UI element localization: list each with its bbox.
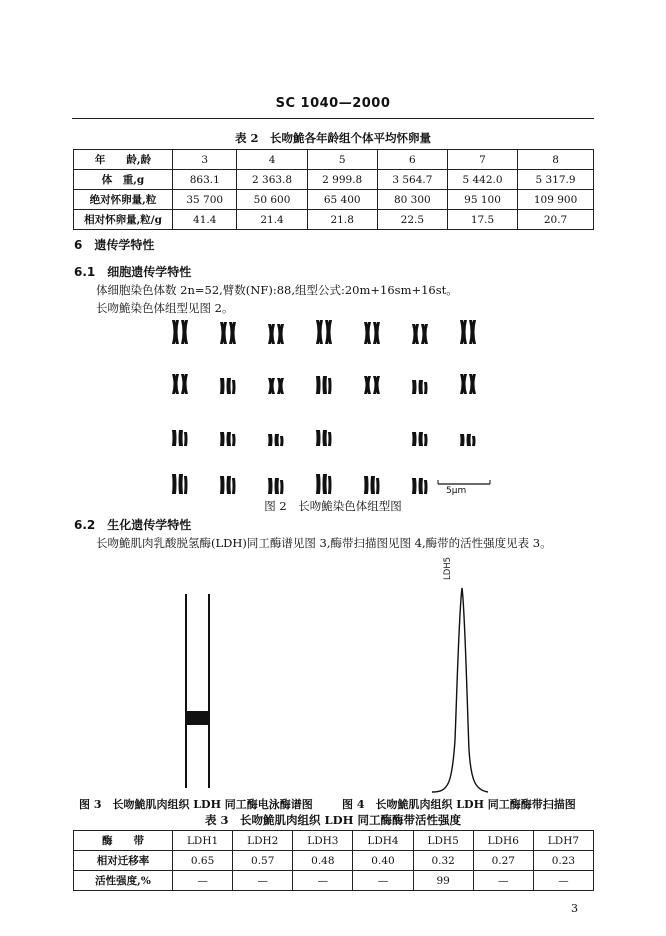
table3-header-row <box>74 831 594 851</box>
table3-row-label: 相对迁移率 <box>74 851 173 871</box>
chromosome <box>179 474 184 494</box>
chromosome <box>376 478 380 494</box>
table2-cell: 4 <box>237 150 307 170</box>
table3-cell: — <box>293 871 353 891</box>
chromosome <box>275 478 280 494</box>
chromosome <box>323 474 328 494</box>
table2-cell: 5 317.9 <box>518 170 594 190</box>
chromosome <box>275 434 280 446</box>
table2-cell: 863.1 <box>173 170 237 190</box>
chromosome <box>280 480 284 494</box>
section61-para1: 体细胞染色体数 2n=52,臂数(NF):88,组型公式:20m+16sm+16st。 <box>96 283 458 297</box>
table2-cell: 8 <box>518 150 594 170</box>
table2-cell: 35 700 <box>173 190 237 210</box>
chromosome <box>220 378 225 394</box>
table2-cell: 65 400 <box>307 190 377 210</box>
chromosome <box>364 476 369 494</box>
chromosome <box>412 478 417 494</box>
section62-para: 长吻鮠肌肉乳酸脱氢酶(LDH)同工酶谱见图 3,酶带扫描图见图 4,酶带的活性强度见表 3。 <box>96 536 552 550</box>
chromosome <box>328 432 332 446</box>
table3-band-header: LDH6 <box>473 831 533 851</box>
chromosome <box>412 380 417 394</box>
table2-cell: 5 442.0 <box>447 170 517 190</box>
table2-cell: 21.4 <box>237 210 307 230</box>
table3-row <box>74 851 594 871</box>
chromosome <box>419 380 424 394</box>
table2-cell: 3 <box>173 150 237 170</box>
table3-cell: — <box>173 871 233 891</box>
chromosome <box>268 434 273 446</box>
table2-row-label: 相对怀卵量,粒/g <box>74 210 173 230</box>
table3-cell: 0.57 <box>233 851 293 871</box>
table3-cell: — <box>353 871 413 891</box>
section62-title: 6.2 生化遗传学特性 <box>74 518 192 532</box>
table3-cell: 0.40 <box>353 851 413 871</box>
chromosome <box>328 476 332 494</box>
chromosome <box>172 474 177 494</box>
chromosome <box>323 376 328 394</box>
chromosome <box>227 432 232 446</box>
header-rule <box>72 118 594 119</box>
table3-cell: — <box>473 871 533 891</box>
chromosome <box>424 382 428 394</box>
table3 <box>73 830 594 891</box>
ldh5-peak-label: LDH5 <box>443 556 453 580</box>
chromosome <box>460 434 465 446</box>
chromosome <box>328 378 332 394</box>
table3-caption: 表 3 长吻鮠肌肉组织 LDH 同工酶酶带活性强度 <box>205 813 461 827</box>
table2-cell: 5 <box>307 150 377 170</box>
table3-band-header: LDH7 <box>533 831 593 851</box>
table2-cell: 109 900 <box>518 190 594 210</box>
table2-row <box>74 150 594 170</box>
chromosome <box>184 476 188 494</box>
table2-cell: 50 600 <box>237 190 307 210</box>
table3-cell: 0.65 <box>173 851 233 871</box>
chromosome <box>323 430 328 446</box>
table2-cell: 2 999.8 <box>307 170 377 190</box>
scan-peak-curve <box>432 588 488 792</box>
table3-cell: 0.27 <box>473 851 533 871</box>
chromosome <box>419 432 424 446</box>
chromosome <box>371 476 376 494</box>
section61-para2: 长吻鮠染色体组型见图 2。 <box>96 301 234 315</box>
page-number: 3 <box>571 902 578 915</box>
karyotype-figure <box>160 316 520 500</box>
chromosome <box>179 430 184 446</box>
section6-title: 6 遗传学特性 <box>74 238 155 252</box>
chromosome <box>316 376 321 394</box>
table3-header-label: 酶 带 <box>74 831 173 851</box>
table2-cell: 6 <box>377 150 447 170</box>
table3-cell: 0.32 <box>413 851 473 871</box>
table3-band-header: LDH2 <box>233 831 293 851</box>
ldh5-band <box>186 711 209 725</box>
chromosome <box>232 478 236 494</box>
table2-cell: 41.4 <box>173 210 237 230</box>
chromosome <box>316 474 321 494</box>
chromosome <box>424 480 428 494</box>
chromosome <box>232 380 236 394</box>
section61-title: 6.1 细胞遗传学特性 <box>74 265 192 279</box>
table3-cell: 0.48 <box>293 851 353 871</box>
chromosome <box>280 436 284 446</box>
table3-band-header: LDH4 <box>353 831 413 851</box>
chromosome <box>172 430 177 446</box>
table2-cell: 17.5 <box>447 210 517 230</box>
table2-cell: 2 363.8 <box>237 170 307 190</box>
table3-row <box>74 871 594 891</box>
table2 <box>73 149 594 230</box>
figure2-caption: 图 2 长吻鮠染色体组型图 <box>264 499 402 513</box>
figure4-caption: 图 4 长吻鮠肌肉组织 LDH 同工酶酶带扫描图 <box>342 798 576 811</box>
table2-cell: 80 300 <box>377 190 447 210</box>
table2-cell: 3 564.7 <box>377 170 447 190</box>
table2-row <box>74 170 594 190</box>
table2-cell: 20.7 <box>518 210 594 230</box>
chromosome <box>316 430 321 446</box>
scale-bar-label: 5μm <box>446 486 467 496</box>
table2-cell: 7 <box>447 150 517 170</box>
table2-caption: 表 2 长吻鮠各年龄组个体平均怀卵量 <box>234 131 431 145</box>
table3-row-label: 活性强度,% <box>74 871 173 891</box>
chromosome <box>184 432 188 446</box>
table2-cell: 95 100 <box>447 190 517 210</box>
chromosome <box>268 478 273 494</box>
table2-cell: 21.8 <box>307 210 377 230</box>
chromosome <box>419 478 424 494</box>
table3-cell: — <box>233 871 293 891</box>
table3-band-header: LDH1 <box>173 831 233 851</box>
table2-row <box>74 210 594 230</box>
table2-row-label: 年 龄,龄 <box>74 150 173 170</box>
table3-band-header: LDH5 <box>413 831 473 851</box>
document-code: SC 1040—2000 <box>275 96 391 111</box>
chromosome <box>467 434 472 446</box>
chromosome <box>412 432 417 446</box>
chromosome <box>220 476 225 494</box>
chromosome <box>220 432 225 446</box>
table3-cell: 0.23 <box>533 851 593 871</box>
densitometry-scan <box>430 580 490 795</box>
chromosome <box>227 476 232 494</box>
chromosome <box>472 436 476 446</box>
chromosome <box>232 434 236 446</box>
electrophoresis-gel <box>180 592 220 792</box>
table3-cell: — <box>533 871 593 891</box>
table2-row-label: 绝对怀卵量,粒 <box>74 190 173 210</box>
table2-cell: 22.5 <box>377 210 447 230</box>
table2-row <box>74 190 594 210</box>
table3-band-header: LDH3 <box>293 831 353 851</box>
figure3-caption: 图 3 长吻鮠肌肉组织 LDH 同工酶电泳酶谱图 <box>79 798 313 811</box>
table2-row-label: 体 重,g <box>74 170 173 190</box>
chromosome <box>227 378 232 394</box>
chromosome <box>424 434 428 446</box>
table3-cell: 99 <box>413 871 473 891</box>
